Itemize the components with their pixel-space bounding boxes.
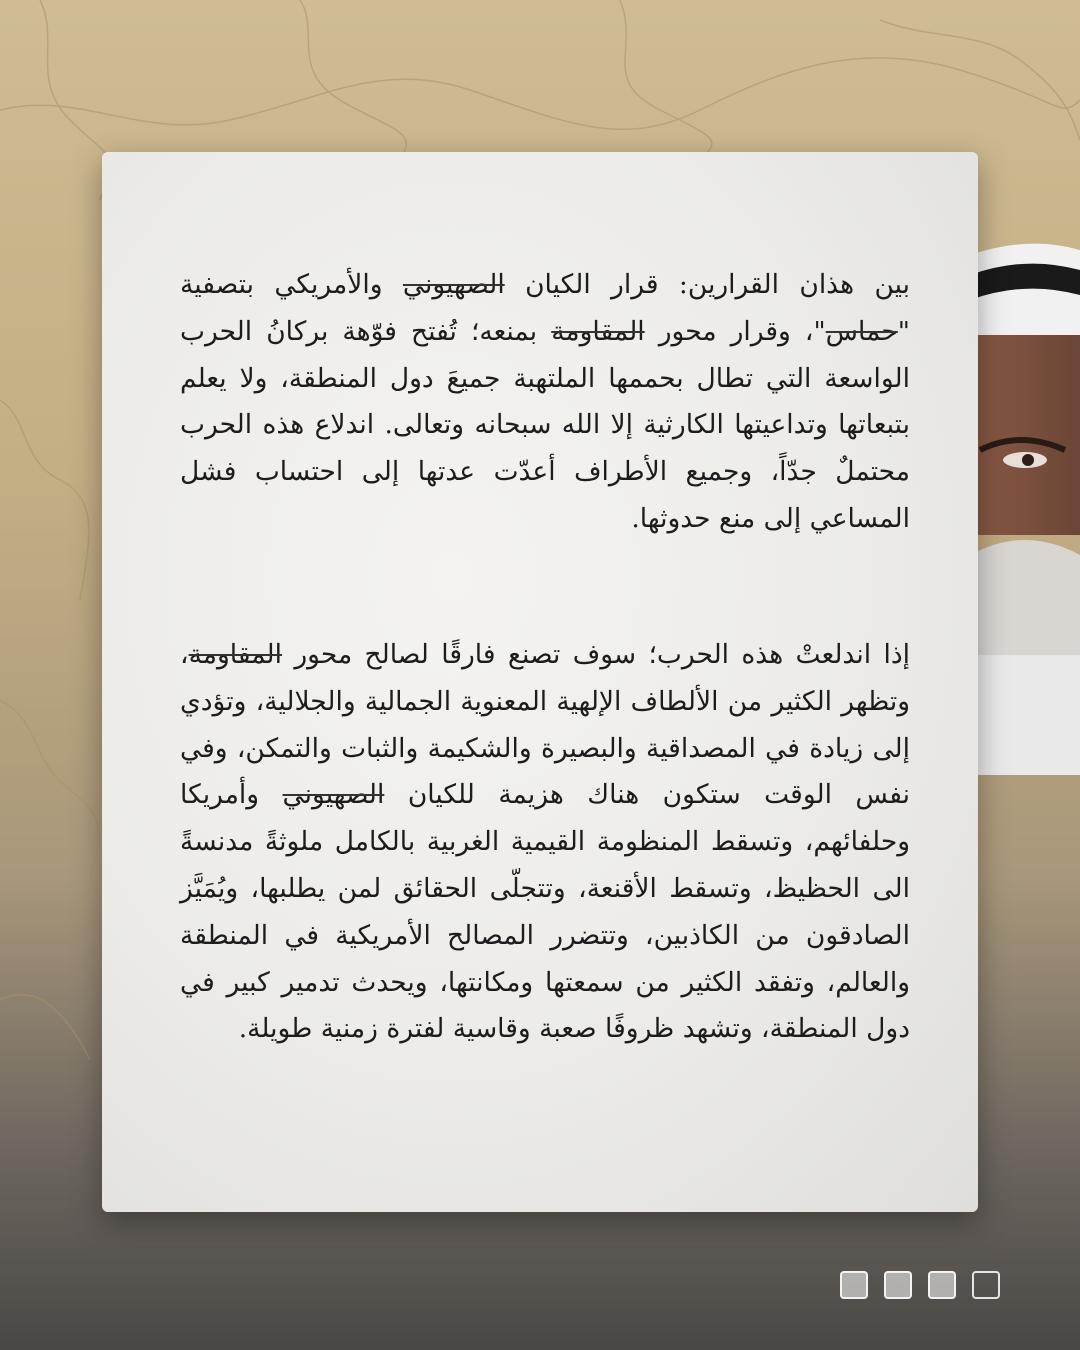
p1-segment-2: والأمريكي بتصفية ": [180, 269, 910, 347]
p1-censored-word-3: المقاومة: [551, 315, 645, 347]
page-dot-1[interactable]: [840, 1271, 868, 1299]
p2-censored-word-2: الصهيوني: [282, 779, 385, 811]
p1-censored-word-2: حماس: [825, 315, 898, 347]
page-dot-4[interactable]: [972, 1271, 1000, 1299]
pagination-indicator: [840, 1271, 1015, 1303]
paper-document: [102, 152, 978, 1212]
p2-segment-3: وأمريكا وحلفائهم، وتسقط المنظومة القيمية الغربية بالكامل ملوثةً مدنسةً الى الحظيظ، وتسقط الأقنعة، وتتجلّى الحقائق لمن يطلبها، ويُمَيَّز الصادقون من الكاذبين، وتتضرر المصالح الأمريكية في المنطقة والعالم، وتفقد الكثير من سمعتها ومكانتها، ويحدث تدمير كبير في دول المنطقة، وتشهد ظروفًا صعبة وقاسية لفترة زمنية طويلة.: [180, 779, 910, 1045]
p1-censored-word-1: الصهيوني: [402, 269, 505, 300]
p2-censored-word-1: المقاومة: [188, 639, 282, 670]
paragraph-1: [180, 262, 910, 543]
paragraph-2: [180, 632, 910, 1053]
page-dot-3[interactable]: [928, 1271, 956, 1299]
p1-segment-1: بين هذان القرارين: قرار الكيان: [504, 269, 910, 300]
p2-segment-2: ، وتظهر الكثير من الألطاف الإلهية المعنوية الجمالية والجلالية، وتؤدي إلى زيادة في المصداقية والبصيرة والشكيمة والثبات والتمكن، وفي نفس الوقت ستكون هناك هزيمة للكيان: [180, 639, 911, 811]
p1-segment-4: بمنعه؛ تُفتح فوّهة بركانُ الحرب الواسعة التي تطال بحممها الملتهبة جميعَ دول المنطقة، ولا يعلم بتبعاتها وتداعيتها الكارثية إلا الله سبحانه وتعالى. اندلاع هذه الحرب محتملٌ جدّاً، وجميع الأطراف أعدّت عدتها إلى احتساب فشل المساعي إلى منع حدوثها.: [180, 315, 910, 534]
portrait-image: [970, 235, 1080, 775]
p2-segment-1: إذا اندلعتْ هذه الحرب؛ سوف تصنع فارقًا لصالح محور: [282, 639, 910, 670]
page-dot-2[interactable]: [884, 1271, 912, 1299]
p1-segment-3: "، وقرار محور: [644, 315, 826, 347]
